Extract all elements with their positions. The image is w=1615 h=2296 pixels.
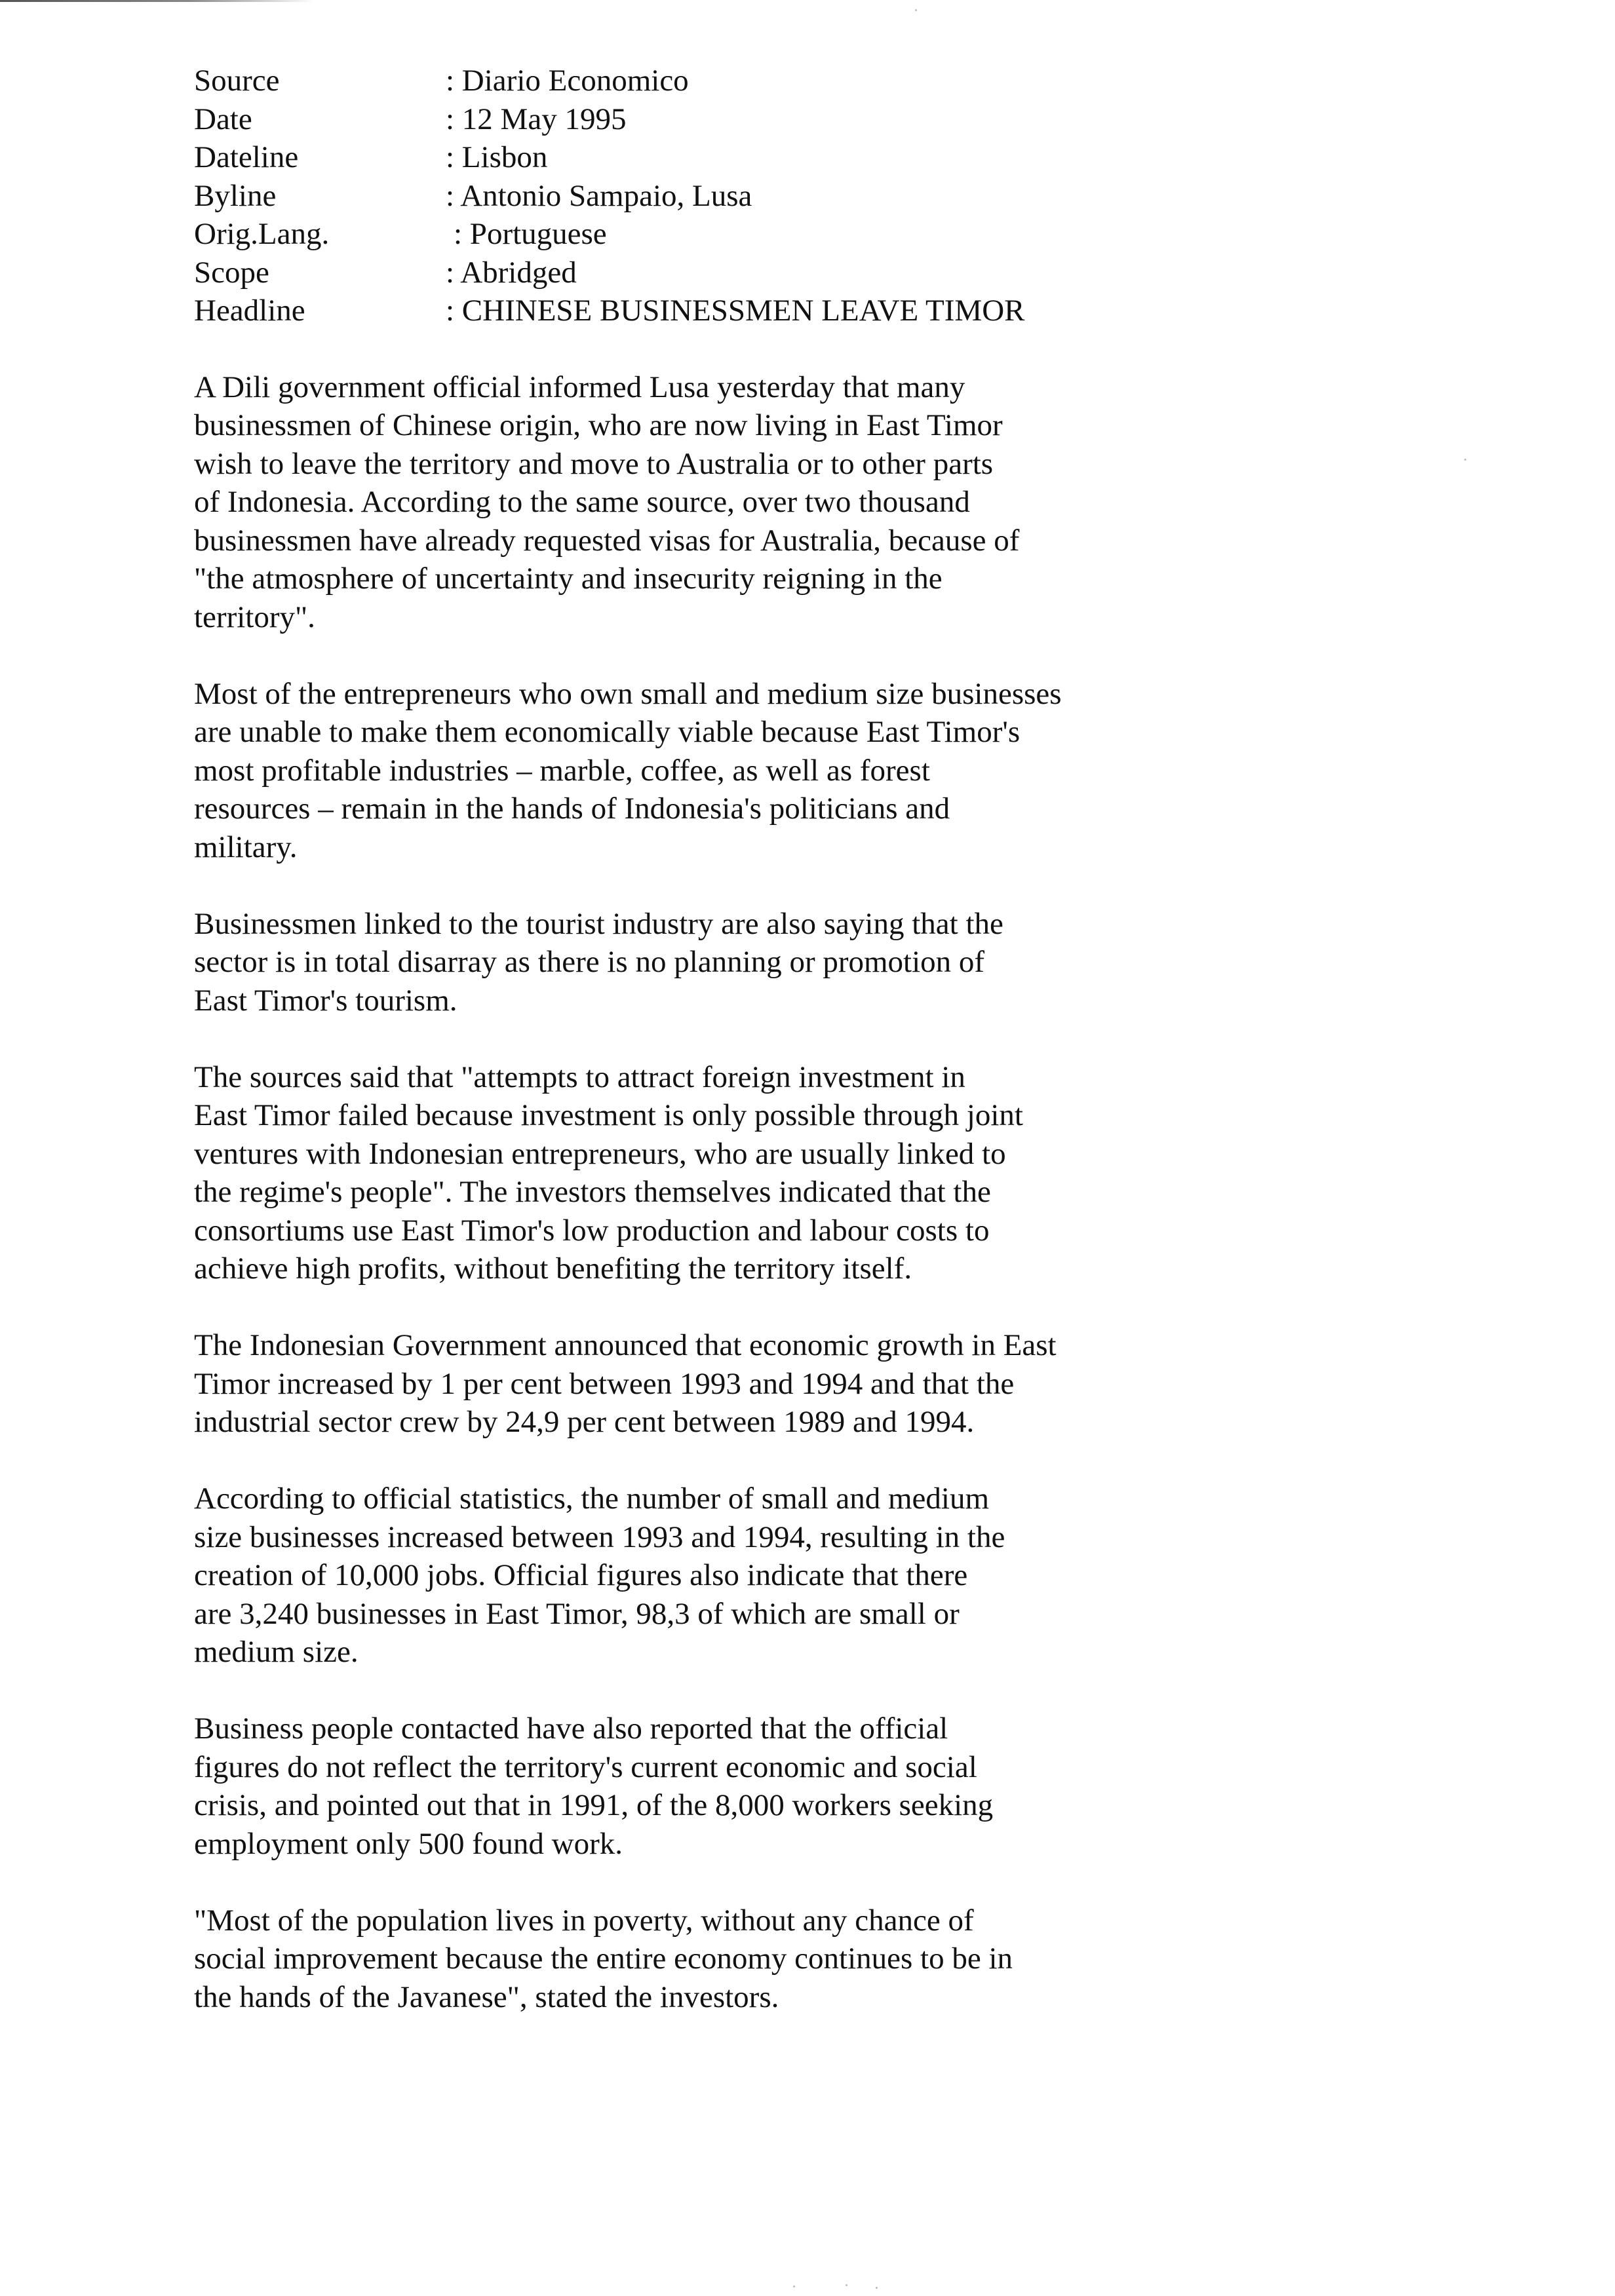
- scan-edge-mark: [0, 0, 315, 2]
- meta-label: Dateline: [194, 140, 299, 174]
- text-line: the hands of the Javanese", stated the investors.: [194, 1980, 779, 2014]
- meta-row-headline: [194, 292, 1479, 330]
- meta-label: Byline: [194, 178, 277, 213]
- article-paragraph: [194, 1326, 1479, 1442]
- text-line: size businesses increased between 1993 and 1994, resulting in the: [194, 1520, 1005, 1554]
- text-line: According to official statistics, the number of small and medium: [194, 1482, 990, 1516]
- article-paragraph: [194, 368, 1479, 637]
- text-line: "Most of the population lives in poverty, without any chance of: [194, 1903, 974, 1938]
- meta-row-orig-lang: [194, 215, 1479, 254]
- text-line: A Dili government official informed Lusa yesterday that many: [194, 370, 965, 404]
- meta-value: : Lisbon: [446, 140, 548, 174]
- text-line: ventures with Indonesian entrepreneurs, who are usually linked to: [194, 1136, 1006, 1171]
- article-body: [194, 368, 1479, 2017]
- text-line: Businessmen linked to the tourist industry are also saying that the: [194, 906, 1003, 941]
- text-line: creation of 10,000 jobs. Official figures also indicate that there: [194, 1558, 968, 1592]
- scan-speck: [915, 9, 917, 11]
- article-paragraph: [194, 675, 1479, 867]
- text-line: most profitable industries – marble, coffee, as well as forest: [194, 753, 930, 788]
- meta-label: Orig.Lang.: [194, 217, 330, 251]
- meta-label: Date: [194, 102, 252, 136]
- meta-value: : CHINESE BUSINESSMEN LEAVE TIMOR: [446, 294, 1025, 328]
- text-line: "the atmosphere of uncertainty and insecurity reigning in the: [194, 562, 943, 596]
- document-page: [194, 62, 1479, 2055]
- text-line: wish to leave the territory and move to Australia or to other parts: [194, 446, 994, 481]
- text-line: consortiums use East Timor's low production and labour costs to: [194, 1213, 990, 1248]
- meta-value: : 12 May 1995: [446, 102, 627, 136]
- article-paragraph: [194, 1902, 1479, 2017]
- article-paragraph: [194, 1058, 1479, 1288]
- scan-speck: [846, 2284, 847, 2286]
- text-line: of Indonesia. According to the same source, over two thousand: [194, 485, 970, 519]
- text-line: businessmen of Chinese origin, who are now living in East Timor: [194, 408, 1003, 442]
- text-line: sector is in total disarray as there is no planning or promotion of: [194, 945, 985, 979]
- text-line: crisis, and pointed out that in 1991, of the 8,000 workers seeking: [194, 1788, 994, 1822]
- scan-speck: [876, 2287, 878, 2289]
- text-line: The sources said that "attempts to attract foreign investment in: [194, 1060, 965, 1094]
- text-line: resources – remain in the hands of Indonesia's politicians and: [194, 792, 950, 826]
- meta-row-scope: [194, 254, 1479, 292]
- meta-label: Headline: [194, 294, 305, 328]
- article-paragraph: [194, 1710, 1479, 1863]
- text-line: East Timor failed because investment is only possible through joint: [194, 1098, 1023, 1132]
- meta-value: : Abridged: [446, 255, 577, 290]
- meta-value: : Portuguese: [454, 217, 607, 251]
- text-line: the regime's people". The investors themselves indicated that the: [194, 1175, 991, 1209]
- text-line: Most of the entrepreneurs who own small and medium size businesses: [194, 676, 1062, 711]
- meta-row-dateline: [194, 138, 1479, 177]
- text-line: military.: [194, 830, 298, 864]
- text-line: are 3,240 businesses in East Timor, 98,3 of which are small or: [194, 1596, 960, 1631]
- article-metadata: [194, 62, 1479, 330]
- meta-label: Source: [194, 64, 280, 98]
- article-paragraph: [194, 1480, 1479, 1672]
- text-line: The Indonesian Government announced that economic growth in East: [194, 1328, 1057, 1362]
- text-line: medium size.: [194, 1635, 359, 1669]
- meta-value: : Diario Economico: [446, 64, 689, 98]
- text-line: achieve high profits, without benefiting the territory itself.: [194, 1252, 912, 1286]
- article-paragraph: [194, 905, 1479, 1020]
- meta-row-source: [194, 62, 1479, 100]
- text-line: figures do not reflect the territory's current economic and social: [194, 1750, 977, 1784]
- text-line: East Timor's tourism.: [194, 983, 457, 1018]
- meta-value: : Antonio Sampaio, Lusa: [446, 178, 752, 213]
- meta-label: Scope: [194, 255, 269, 290]
- text-line: are unable to make them economically viable because East Timor's: [194, 715, 1021, 749]
- meta-row-date: [194, 100, 1479, 139]
- text-line: Timor increased by 1 per cent between 1993 and 1994 and that the: [194, 1366, 1015, 1401]
- text-line: social improvement because the entire economy continues to be in: [194, 1942, 1013, 1976]
- text-line: employment only 500 found work.: [194, 1826, 623, 1861]
- text-line: industrial sector crew by 24,9 per cent between 1989 and 1994.: [194, 1405, 975, 1439]
- scan-speck: [793, 2286, 795, 2287]
- text-line: businessmen have already requested visas for Australia, because of: [194, 523, 1020, 558]
- meta-row-byline: [194, 177, 1479, 216]
- text-line: Business people contacted have also reported that the official: [194, 1712, 948, 1746]
- text-line: territory".: [194, 600, 315, 634]
